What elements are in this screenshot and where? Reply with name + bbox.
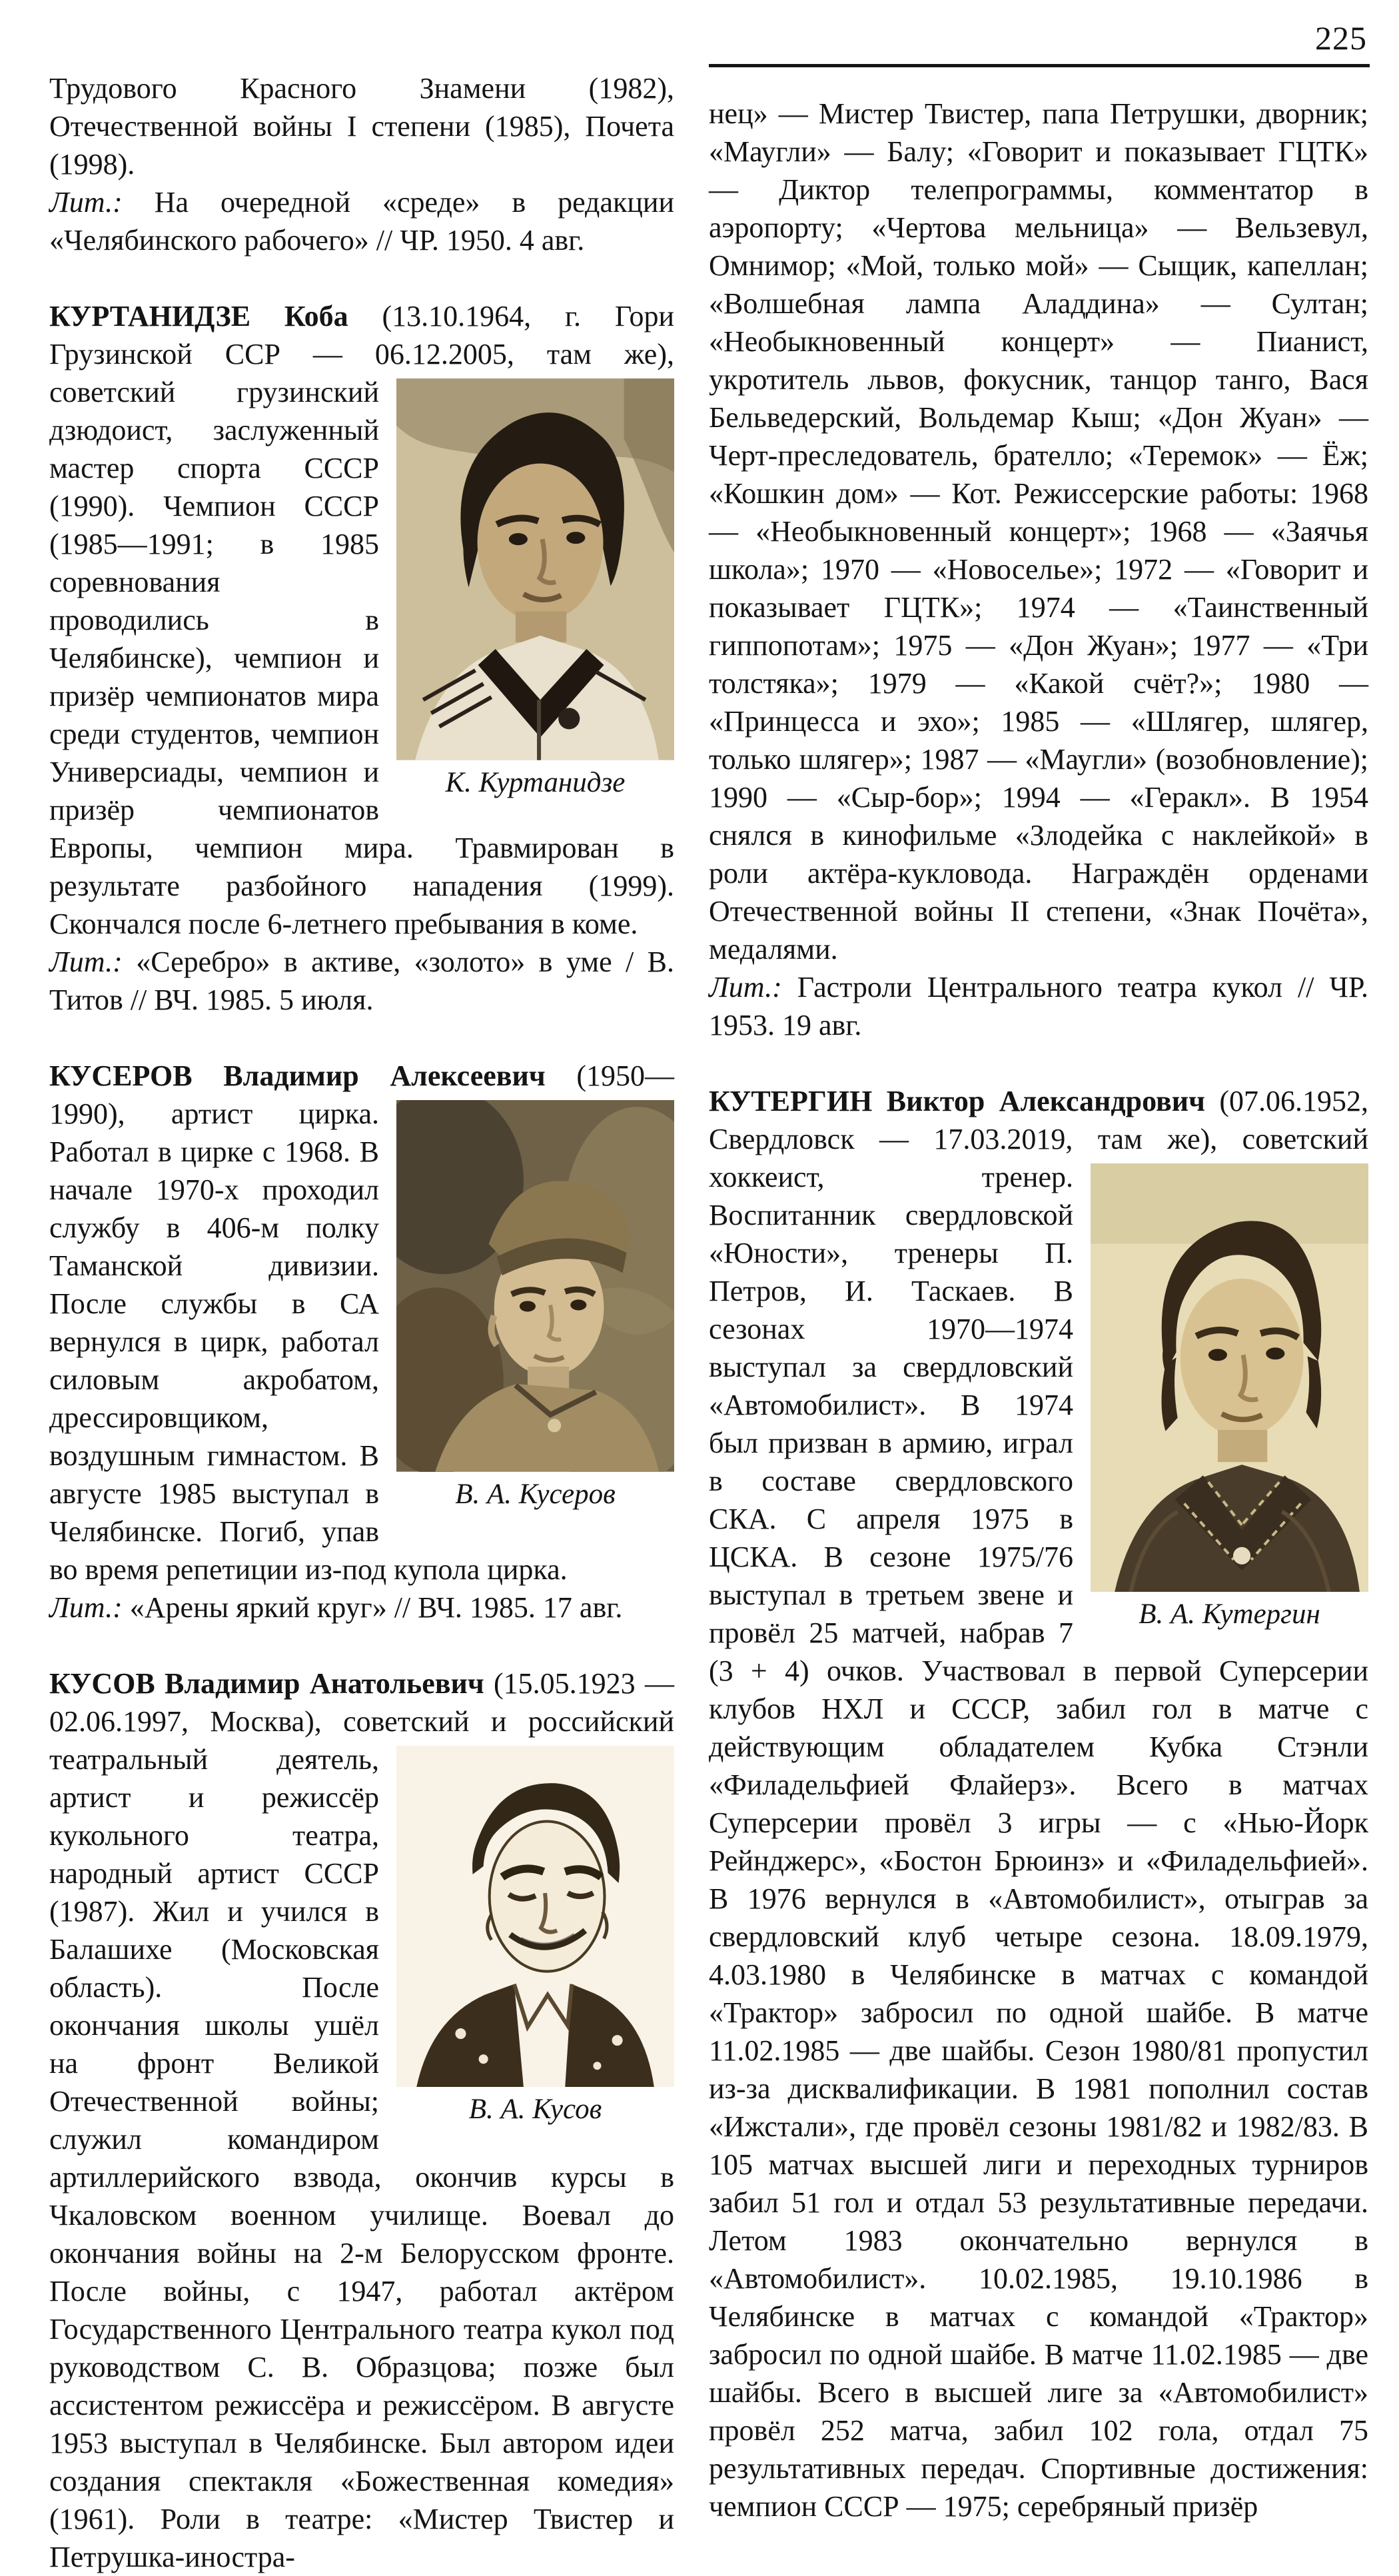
lit-line-kurtanidze: [49, 943, 674, 1019]
portrait-kutergin-image: [1091, 1163, 1368, 1592]
entry-intro: (13.10.1964, г. Гори Грузинской ССР — 06.12.2005, там же), советский: [49, 300, 674, 408]
column-right: [709, 95, 1368, 2525]
continuation-paragraph-right: нец» — Мистер Твистер, папа Петрушки, дворник; «Маугли» — Балу; «Говорит и показывает ГЦТК» — Диктор телепрограммы, комментатор в аэропорту; «Чертова мельница» — Вельзевул, Омнимор; «Мой, только мой» — Сыщик, капеллан; «Волшебная лампа Аладдина» — Султан; «Необыкновенный концерт» — Пианист, укротитель львов, фокусник, танцор танго, Вася Бельведерский, Вольдемар Кыш; «Дон Жуан» — Черт-преследователь, брателло; «Теремок» — Ёж; «Кошкин дом» — Кот. Режиссерские работы: 1968 — «Необыкновенный концерт»; 1968 — «Заячья школа»; 1970 — «Новоселье»; 1972 — «Говорит и показывает ГЦТК»; 1974 — «Таинственный гиппопотам»; 1975 — «Дон Жуан»; 1977 — «Три толстяка»; 1979 — «Какой счёт?»; 1980 — «Принцесса и эхо»; 1985 — «Шлягер, шлягер, только шлягер»; 1987 — «Маугли» (возобновление); 1990 — «Сыр-бор»; 1994 — «Геракл». В 1954 снялся в кинофильме «Злодейка с наклейкой» в роли актёра-кукловода. Награждён орденами Отечественной войны II степени, «Знак Почёта», медалями.: [709, 97, 1368, 966]
photo-caption-kutergin: В. А. Кутергин: [1139, 1599, 1320, 1630]
entry-name-kurtanidze: КУРТАНИДЗЕ Коба: [49, 300, 348, 332]
photo-kuserov: [396, 1100, 674, 1512]
portrait-kusov-image: [396, 1746, 674, 2087]
continuation-paragraph: Трудового Красного Знамени (1982), Отечественной войны I степени (1985), Почета (1998).: [49, 72, 674, 181]
lit-label: Лит.:: [49, 946, 123, 978]
lit-label: Лит.:: [49, 1591, 123, 1624]
lit-line-kusov: [709, 968, 1368, 1044]
photo-caption-kusov: В. А. Кусов: [468, 2094, 602, 2126]
page-number: 225: [1315, 19, 1367, 57]
entry-body: грузинский дзюдоист, заслуженный мастер спорта СССР (1990). Чемпион СССР (1985—1991; в 1985 соревнования проводились в Челябинске), чемпион и призёр чемпионатов мира среди студентов, чемпион Универсиады, чемпион и призёр чемпионатов Европы, чемпион мира. Травмирован в результате разбойного нападения (1999). Скончался после 6-летнего пребывания в коме.: [49, 376, 674, 940]
entry-kusov: [49, 1664, 674, 2576]
photo-kutergin: [1091, 1163, 1368, 1632]
photo-caption-kuserov: В. А. Кусеров: [455, 1478, 616, 1510]
entry-separator: [49, 259, 674, 297]
photo-kusov: [396, 1746, 674, 2127]
lit-text: Гастроли Центрального театра кукол // ЧР. 1953. 19 авг.: [709, 971, 1368, 1041]
lit-line-kuserov: [49, 1589, 674, 1626]
entry-intro: (07.06.1952, Свердловск — 17.03.2019, там же), советский: [709, 1085, 1369, 1155]
lit-label: Лит.:: [49, 186, 123, 219]
portrait-kuserov-image: [396, 1100, 674, 1472]
entry-separator: [49, 1626, 674, 1664]
entry-intro: (15.05.1923 — 02.06.1997, Москва), советский и российский: [49, 1667, 675, 1738]
entry-body: театральный деятель, артист и режиссёр кукольного театра, народный артист СССР (1987). Жил и учился в Балашихе (Московская область). После окончания школы ушёл на фронт Великой Отечественной войны; служил командиром артиллерийского взвода, окончив курсы в Чкаловском военном училище. Воевал до окончания войны на 2-м Белорусском фронте. После войны, с 1947, работал актёром Государственного Центрального театра кукол под руководством С. В. Образцова; позже был ассистентом режиссёра и режиссёром. В августе 1953 выступал в Челябинске. Был автором идеи создания спектакля «Божественная комедия» (1961). Роли в театре: «Мистер Твистер и Петрушка-иностра-: [49, 1743, 674, 2573]
photo-caption-kurtanidze: К. Куртанидзе: [445, 766, 626, 798]
entry-kuserov: [49, 1057, 674, 1589]
entry-separator: [709, 1044, 1368, 1082]
entry-name-kuserov: КУСЕРОВ Владимир Алексеевич: [49, 1059, 546, 1092]
lit-text: На очередной «среде» в редакции «Челябинского рабочего» // ЧР. 1950. 4 авг.: [49, 186, 674, 257]
header-rule: [709, 64, 1370, 67]
lit-line-continuation: [49, 183, 674, 259]
entry-body: хоккеист, тренер. Воспитанник свердловской «Юности», тренеры П. Петров, И. Таскаев. В сезонах 1970—1974 выступал за свердловский «Автомобилист». В 1974 был призван в армию, играл в составе свердловского СКА. С апреля 1975 в ЦСКА. В сезоне 1975/76 выступал в третьем звене и провёл 25 матчей, набрав 7 (3 + 4) очков. Участвовал в первой Суперсерии клубов НХЛ и СССР, забил гол в матче с действующим обладателем Кубка Стэнли «Филадельфией Флайерз». Всего в матчах Суперсерии провёл 3 игры — с «Нью-Йорк Рейнджерс», «Бостон Брюинз» и «Филадельфией». В 1976 вернулся в «Автомобилист», отыграв за свердловский клуб четыре сезона. 18.09.1979, 4.03.1980 в Челябинске в матчах с командой «Трактор» забросил по одной шайбе. В матче 11.02.1985 — две шайбы. Сезон 1980/81 пропустил из-за дисквалификации. В 1981 пополнил состав «Ижстали», где провёл сезоны 1981/82 и 1982/83. В 105 матчах высшей лиги и переходных турниров забил 51 гол и отдал 53 результативные передачи. Летом 1983 окончательно вернулся в «Автомобилист». 10.02.1985, 19.10.1986 в Челябинске в матчах с командой «Трактор» забросил по одной шайбе. В матче 11.02.1985 — две шайбы. Всего в высшей лиге за «Автомобилист» провёл 252 матча, забил 102 гола, отдал 75 результативных передач. Спортивные достижения: чемпион СССР — 1975; серебряный призёр: [709, 1161, 1368, 2523]
lit-label: Лит.:: [709, 971, 782, 1003]
entry-intro: (1950—1990),: [49, 1059, 674, 1130]
column-left: [49, 69, 674, 2576]
portrait-kurtanidze-image: [396, 378, 674, 760]
entry-name-kutergin: КУТЕРГИН Виктор Александрович: [709, 1085, 1205, 1117]
entry-kurtanidze: [49, 297, 674, 943]
entry-kutergin: [709, 1082, 1368, 2525]
lit-text: «Арены яркий круг» // ВЧ. 1985. 17 авг.: [129, 1591, 623, 1624]
entry-separator: [49, 1019, 674, 1057]
entry-name-kusov: КУСОВ Владимир Анатольевич: [49, 1667, 484, 1700]
lit-text: «Серебро» в активе, «золото» в уме / В. Титов // ВЧ. 1985. 5 июля.: [49, 946, 675, 1016]
photo-kurtanidze: [396, 378, 674, 800]
entry-body: артист цирка. Работал в цирке с 1968. В начале 1970-х проходил службу в 406-м полку Таманской дивизии. После службы в СА вернулся в цирк, работал силовым акробатом, дрессировщиком, воздушным гимнастом. В августе 1985 выступал в Челябинске. Погиб, упав во время репетиции из-под купола цирка.: [49, 1097, 568, 1586]
